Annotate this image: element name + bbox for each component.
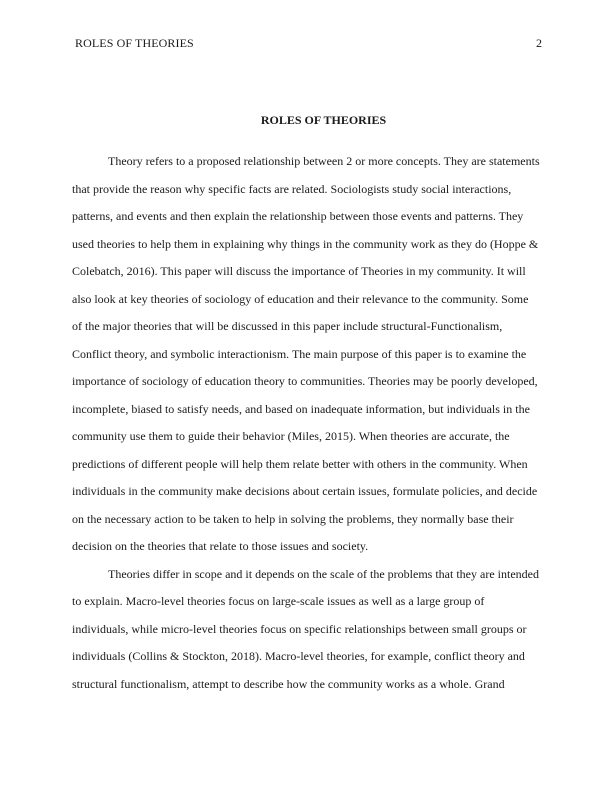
paragraph-2: [72, 561, 544, 699]
page-number: 2: [536, 36, 542, 50]
paragraph-line: of the major theories that will be discussed in this paper include structural-Functionalism,: [72, 319, 503, 333]
paragraph-line: community use them to guide their behavior (Miles, 2015). When theories are accurate, the: [72, 429, 510, 443]
paragraph-line: individuals (Collins & Stockton, 2018). Macro-level theories, for example, conflict theory and: [72, 649, 525, 663]
paragraph-line: predictions of different people will help them relate better with others in the community. When: [72, 456, 528, 471]
paragraph-line: on the necessary action to be taken to help in solving the problems, they normally base their: [72, 511, 514, 526]
paragraph-line: individuals, while micro-level theories focus on specific relationships between small groups or: [72, 621, 527, 636]
running-head: ROLES OF THEORIES: [75, 36, 194, 50]
paragraph-line: structural functionalism, attempt to describe how the community works as a whole. Grand: [72, 676, 505, 691]
paragraph-line: Theory refers to a proposed relationship between 2 or more concepts. They are statements: [108, 154, 540, 168]
paragraph-line: incomplete, biased to satisfy needs, and based on inadequate information, but individuals in the: [72, 401, 530, 416]
paragraph-line: Conflict theory, and symbolic interactionism. The main purpose of this paper is to examine the: [72, 346, 527, 361]
paragraph-line: also look at key theories of sociology of education and their relevance to the community. Some: [72, 291, 529, 306]
paragraph-line: importance of sociology of education theory to communities. Theories may be poorly developed,: [72, 374, 538, 388]
paragraph-line: used theories to help them in explaining why things in the community work as they do (Hoppe &: [72, 236, 539, 251]
paragraph-line: to explain. Macro-level theories focus on large-scale issues as well as a large group of: [72, 594, 485, 608]
paragraph-line: decision on the theories that relate to those issues and society.: [72, 539, 369, 553]
paragraph-line: that provide the reason why specific facts are related. Sociologists study social interactions,: [72, 181, 512, 196]
paragraph-line: Colebatch, 2016). This paper will discuss the importance of Theories in my community. It will: [72, 264, 526, 278]
paragraph-line: Theories differ in scope and it depends on the scale of the problems that they are intended: [108, 566, 539, 581]
document-title: ROLES OF THEORIES: [260, 113, 387, 127]
document-body: [72, 148, 544, 698]
paragraph-1: [72, 148, 544, 561]
paragraph-line: individuals in the community make decisions about certain issues, formulate policies, and decide: [72, 484, 538, 498]
paragraph-line: patterns, and events and then explain the relationship between those events and patterns. They: [72, 209, 524, 223]
